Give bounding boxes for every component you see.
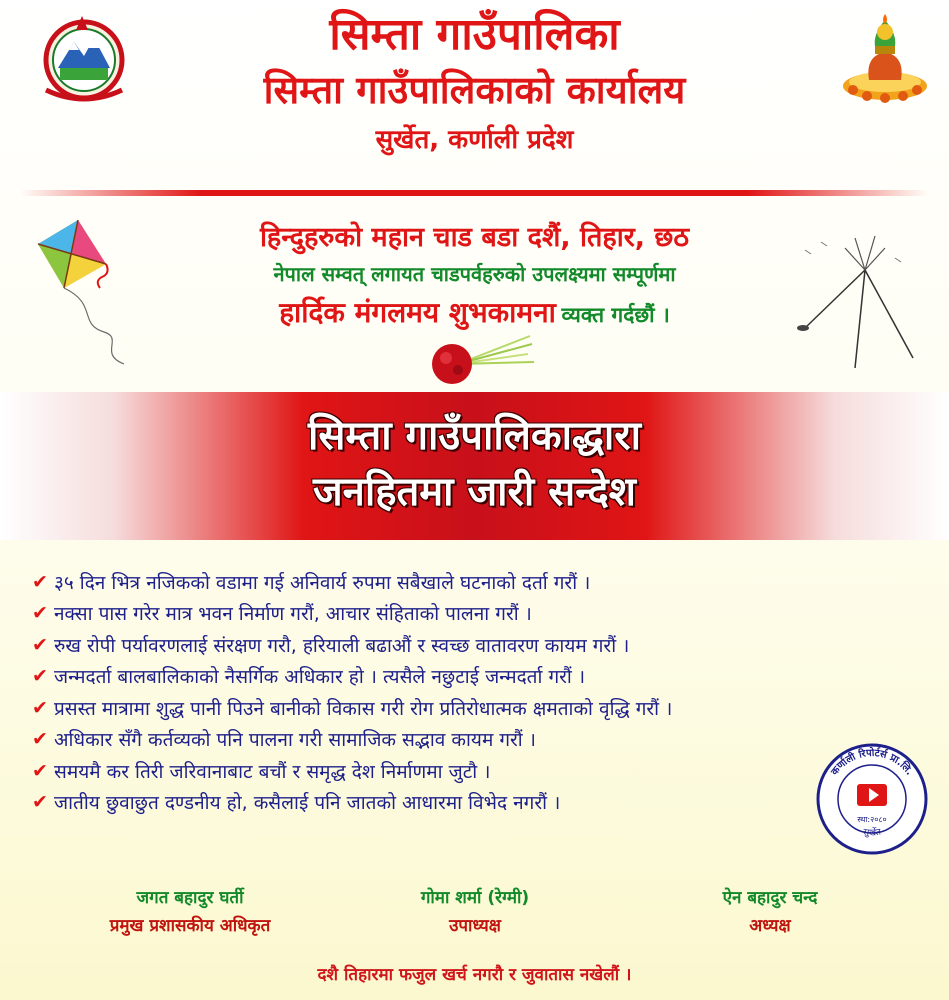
- greeting-emphasis: हार्दिक मंगलमय शुभकामना: [279, 296, 556, 329]
- message-text: प्रसस्त मात्रामा शुद्ध पानी पिउने बानीको विकास गरी रोग प्रतिरोधात्मक क्षमताको वृद्धि गरौं ।: [54, 697, 673, 720]
- check-icon: ✔: [32, 759, 48, 782]
- office-title: सिम्ता गाउँपालिकाको कार्यालय: [263, 68, 686, 112]
- message-text: ३५ दिन भित्र नजिकको वडामा गई अनिवार्य रुपमा सबैखाले घटनाको दर्ता गरौं ।: [54, 571, 591, 594]
- footer-separator: [0, 868, 949, 869]
- list-item: [32, 661, 922, 693]
- message-banner: [0, 392, 949, 540]
- list-item: [32, 629, 922, 661]
- message-text: रुख रोपी पर्यावरणलाई संरक्षण गरौ, हरियाली बढाऔं र स्वच्छ वातावरण कायम गरौं ।: [54, 634, 630, 657]
- list-item: [32, 755, 922, 787]
- signatory-name: ऐन बहादुर चन्द: [722, 888, 818, 908]
- tika-jamara-icon: [418, 330, 538, 390]
- check-icon: ✔: [32, 665, 48, 688]
- signatory-chair: [620, 884, 920, 940]
- kalash-icon: [839, 10, 931, 110]
- banner-subtitle: जनहितमा जारी सन्देश: [312, 469, 636, 515]
- municipality-title: सिम्ता गाउँपालिका: [329, 9, 620, 60]
- list-item: [32, 724, 922, 756]
- check-icon: ✔: [32, 728, 48, 751]
- signatory-name: जगत बहादुर घर्ती: [136, 888, 244, 908]
- header-divider: [20, 190, 929, 196]
- banner-title: सिम्ता गाउँपालिकाद्धारा: [308, 413, 641, 459]
- header: [0, 0, 949, 190]
- public-messages-list: [32, 566, 922, 818]
- message-text: जन्मदर्ता बालबालिकाको नैसर्गिक अधिकार हो । त्यसैले नछुटाई जन्मदर्ता गरौं ।: [54, 666, 586, 689]
- stamp-org-text: कर्णाली रिपोर्टर्स प्रा.लि.: [829, 747, 915, 778]
- message-text: नक्सा पास गरेर मात्र भवन निर्माण गरौं, आचार संहिताको पालना गरौं ।: [54, 603, 532, 626]
- signatory-role: प्रमुख प्रशासकीय अधिकृत: [109, 916, 271, 936]
- list-item: [32, 692, 922, 724]
- karnali-reporters-stamp: [815, 742, 929, 856]
- message-text: अधिकार सँगै कर्तव्यको पनि पालना गरी सामाजिक सद्भाव कायम गरौं ।: [54, 729, 536, 752]
- tihar-sticks-icon: [785, 228, 925, 378]
- greeting-line2: नेपाल सम्वत् लगायत चाडपर्वहरुको उपलक्ष्यमा सम्पूर्णमा: [273, 262, 676, 286]
- signatory-cao: [40, 884, 340, 940]
- greeting-rest: व्यक्त गर्दछौं ।: [561, 303, 670, 327]
- check-icon: ✔: [32, 633, 48, 656]
- list-item: [32, 598, 922, 630]
- check-icon: ✔: [32, 602, 48, 625]
- signatory-vice-chair: [325, 884, 625, 940]
- list-item: [32, 787, 922, 819]
- check-icon: ✔: [32, 696, 48, 719]
- signatory-name: गोमा शर्मा (रेग्मी): [420, 888, 530, 908]
- greeting-line1: हिन्दुहरुको महान चाड बडा दशैं, तिहार, छठ: [259, 222, 690, 253]
- message-text: समयमै कर तिरी जरिवानाबाट बचौं र समृद्ध देश निर्माणमा जुटौ ।: [54, 760, 491, 783]
- stamp-address-text: सुर्खेत: [862, 827, 882, 839]
- signatory-role: उपाध्यक्ष: [449, 916, 501, 936]
- stamp-estd-text: स्था:२०८०: [857, 815, 887, 824]
- message-text: जातीय छुवाछुत दण्डनीय हो, कसैलाई पनि जातको आधारमा विभेद नगरौं ।: [54, 792, 561, 815]
- footer-slogan: दशै तिहारमा फजुल खर्च नगरौ र जुवातास नखेलौं ।: [317, 965, 632, 985]
- location-subtitle: सुर्खेत, कर्णाली प्रदेश: [375, 125, 574, 155]
- check-icon: ✔: [32, 791, 48, 814]
- list-item: [32, 566, 922, 598]
- signatory-role: अध्यक्ष: [749, 916, 791, 936]
- check-icon: ✔: [32, 570, 48, 593]
